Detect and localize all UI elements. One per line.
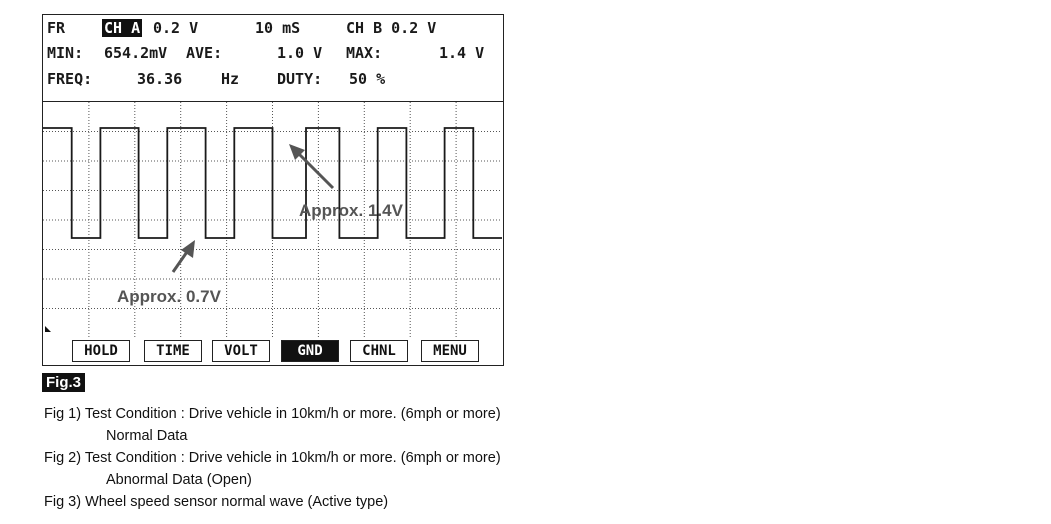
channel-a-label: CH A bbox=[104, 19, 141, 37]
duty-label: DUTY: bbox=[277, 70, 323, 88]
hold-button[interactable]: HOLD bbox=[72, 340, 130, 362]
max-value: 1.4 V bbox=[439, 44, 485, 62]
annotation-text-low: Approx. 0.7V bbox=[117, 287, 221, 306]
freq-label: FREQ: bbox=[47, 70, 93, 88]
figure-label: Fig.3 bbox=[42, 373, 85, 392]
ave-label: AVE: bbox=[186, 44, 223, 62]
chnl-button[interactable]: CHNL bbox=[350, 340, 408, 362]
channel-b-label: CH B 0.2 V bbox=[346, 19, 437, 37]
volt-button[interactable]: VOLT bbox=[212, 340, 270, 362]
annotation-arrow-high bbox=[297, 152, 333, 188]
max-label: MAX: bbox=[346, 44, 383, 62]
time-button[interactable]: TIME bbox=[144, 340, 202, 362]
menu-button[interactable]: MENU bbox=[421, 340, 479, 362]
softkey-menu bbox=[43, 338, 503, 364]
header-row-3 bbox=[43, 66, 503, 92]
min-value: 654.2mV bbox=[104, 44, 168, 62]
ground-marker bbox=[45, 326, 51, 332]
header-row-2 bbox=[43, 40, 503, 66]
captions bbox=[44, 403, 501, 513]
caption-fig1-sub: Normal Data bbox=[106, 428, 188, 444]
caption-fig3: Fig 3) Wheel speed sensor normal wave (Active type) bbox=[44, 494, 389, 510]
caption-fig2-sub: Abnormal Data (Open) bbox=[106, 472, 252, 488]
duty-value: 50 % bbox=[349, 70, 386, 88]
ave-value: 1.0 V bbox=[277, 44, 323, 62]
annotation-text-high: Approx. 1.4V bbox=[299, 201, 403, 220]
caption-fig2: Fig 2) Test Condition : Drive vehicle in 10km/h or more. (6mph or more) bbox=[44, 450, 501, 466]
header-row-1 bbox=[43, 15, 503, 41]
min-label: MIN: bbox=[47, 44, 84, 62]
gnd-button[interactable]: GND bbox=[281, 340, 339, 362]
caption-fig1: Fig 1) Test Condition : Drive vehicle in 10km/h or more. (6mph or more) bbox=[44, 406, 501, 422]
waveform-trace bbox=[43, 128, 502, 238]
fr-label: FR bbox=[47, 19, 66, 37]
time-div: 10 mS bbox=[255, 19, 301, 37]
channel-a-volt: 0.2 V bbox=[153, 19, 199, 37]
waveform-plot bbox=[43, 102, 502, 338]
oscilloscope-display bbox=[42, 14, 504, 366]
freq-value: 36.36 bbox=[137, 70, 183, 88]
freq-unit: Hz bbox=[221, 70, 240, 88]
